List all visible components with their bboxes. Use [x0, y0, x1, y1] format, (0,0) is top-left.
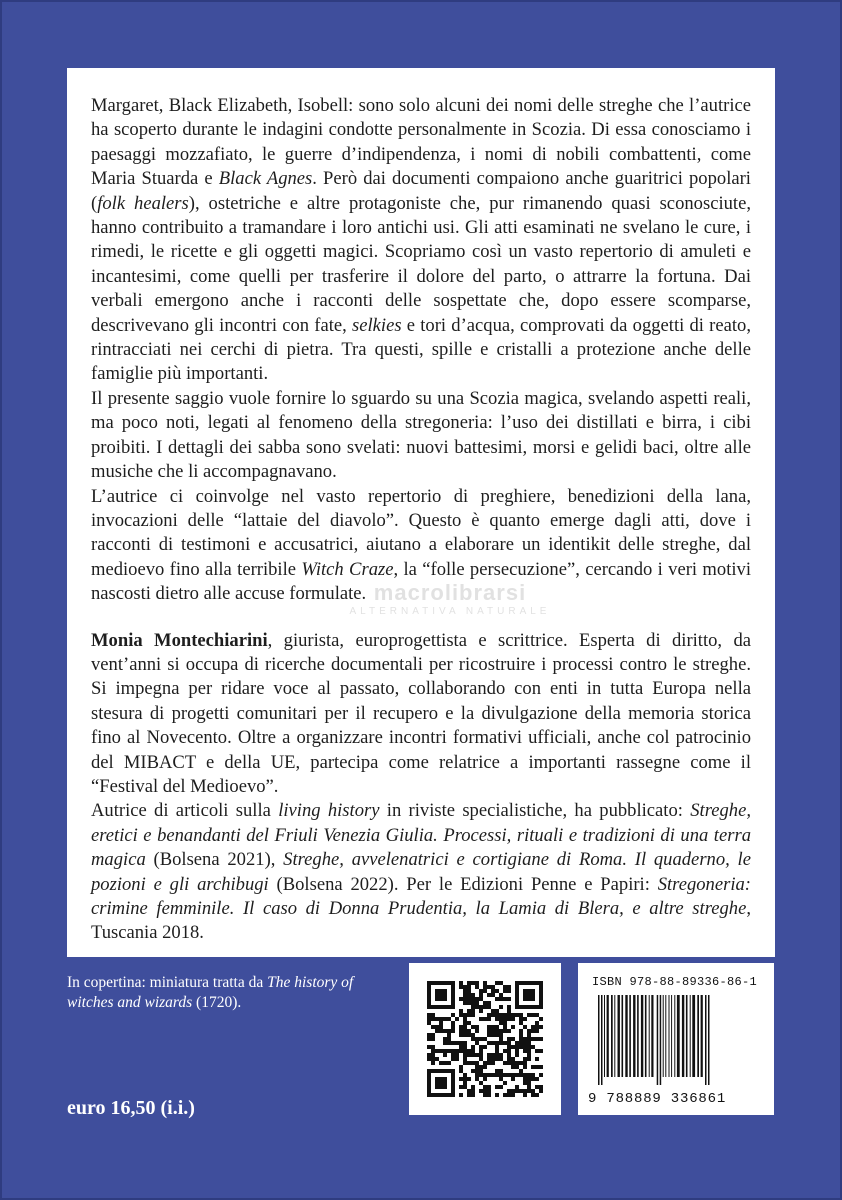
living-history-term: living history [278, 800, 380, 822]
caption-work-title: The history of witches and wizards [67, 974, 354, 1011]
description-paragraph-1: Margaret, Black Elizabeth, Isobell: sono solo alcuni dei nomi delle streghe che l’autrice ha scoperto durante le indagini condotte personalmente in Scozia. Di essa conosciamo i paesaggi mozzafiato, le guerre d’indipendenza, i nomi di nobili combattenti, come Maria Stuarda e Black Agnes. Però dai documenti compaiono anche guaritrici popolari (folk healers), ostetriche e altre protagoniste che, pur rimanendo quasi sconosciute, hanno contribuito a tramandare i loro antichi usi. Gli atti esaminati ne svelano le cure, i rimedi, le ricette e gli oggetti magici. Scopriamo così un vasto repertorio di amuleti e incantesimi, come quelli per trasferire il dolore del parto, o attrarre la fortuna. Dai verbali emergono anche i racconti delle sospettate che, dopo essere scomparse, descrivevano gli incontri con fate, selkies e tori d’acqua, comprovati da oggetti di reato, rintracciati nei cerchi di pietra. Tra questi, spille e cristalli a protezione anche delle famiglie più importanti. [91, 95, 751, 385]
author-name: Monia Montechiarini [91, 629, 268, 651]
book-title-2: Streghe, avvelenatrici e cortigiane di Roma. Il quaderno, le pozioni e gli archibugi [91, 849, 751, 895]
caption-prefix: In copertina: miniatura tratta da [67, 974, 268, 991]
book-info-3: , Tuscania 2018. [91, 898, 751, 944]
description-paragraph-3: L’autrice ci coinvolge nel vasto repertorio di preghiere, benedizioni della lana, invocazioni delle “lattaie del diavolo”. Questo è quanto emerge dagli atti, dove i racconti di testimoni e accusatrici, aiutano a elaborare un identikit delle streghe, dal medioevo fino alla terribile Witch Craze, la “folle persecuzione”, cercando i veri motivi nascosti dietro alle accuse formulate. [91, 485, 751, 605]
author-publications [91, 799, 751, 945]
watermark-title: macrolibrarsi [373, 580, 527, 605]
book-title-1: Streghe, eretici e benandanti del Friuli Venezia Giulia. Processi, rituali e tradizioni di una terra magica [91, 800, 751, 871]
publications-intro: Autrice di articoli sulla [91, 800, 279, 822]
book-info-2: (Bolsena 2022). Per le Edizioni Penne e Papiri: [268, 873, 658, 895]
description-panel [67, 68, 775, 957]
book-info-1: (Bolsena 2021), [145, 849, 284, 871]
isbn-barcode [578, 963, 774, 1115]
author-bio-text: , giurista, europrogettista e scrittrice. Esperta di diritto, da vent’anni si occupa di ricerche documentali per ricostruire i processi contro le streghe. Si impegna per ridare voce al passato, collaborando con enti in tutta Europa nella stesura di progetti comunitari per il recupero e la divulgazione della memoria storica fino al Novecento. Oltre a organizzare incontri formativi ufficiali, anche col patrocinio del MIBACT e della UE, partecipa come relatrice a importanti rassegne come il “Festival del Medioevo”. [91, 629, 751, 797]
author-bio [91, 629, 751, 800]
caption-suffix: (1720). [192, 994, 242, 1011]
price-label: euro 16,50 (i.i.) [67, 1097, 195, 1119]
publications-intro-end: in riviste specialistiche, ha pubblicato: [379, 800, 691, 822]
qr-code[interactable] [409, 963, 561, 1115]
barcode-icon [592, 995, 760, 1089]
watermark-subtitle: ALTERNATIVA NATURALE [349, 606, 551, 617]
description-paragraph-2: Il presente saggio vuole fornire lo sguardo su una Scozia magica, svelando aspetti reali, ma poco noti, legati al fenomeno della stregoneria: l’uso dei distillati e birra, i cibi proibiti. I dettagli dei sabba sono svelati: nuovi battesimi, morsi e gelidi baci, oltre alle musiche che li accompagnavano. [91, 387, 751, 483]
cover-caption [67, 973, 357, 1013]
ean-digits: 9 788889 336861 [588, 1091, 727, 1107]
isbn-label: ISBN 978-88-89336-86-1 [592, 975, 758, 989]
book-title-3: Stregoneria: crimine femminile. Il caso di Donna Prudentia, la Lamia di Blera, e altre streghe [91, 873, 751, 919]
qr-code-icon [427, 981, 543, 1097]
